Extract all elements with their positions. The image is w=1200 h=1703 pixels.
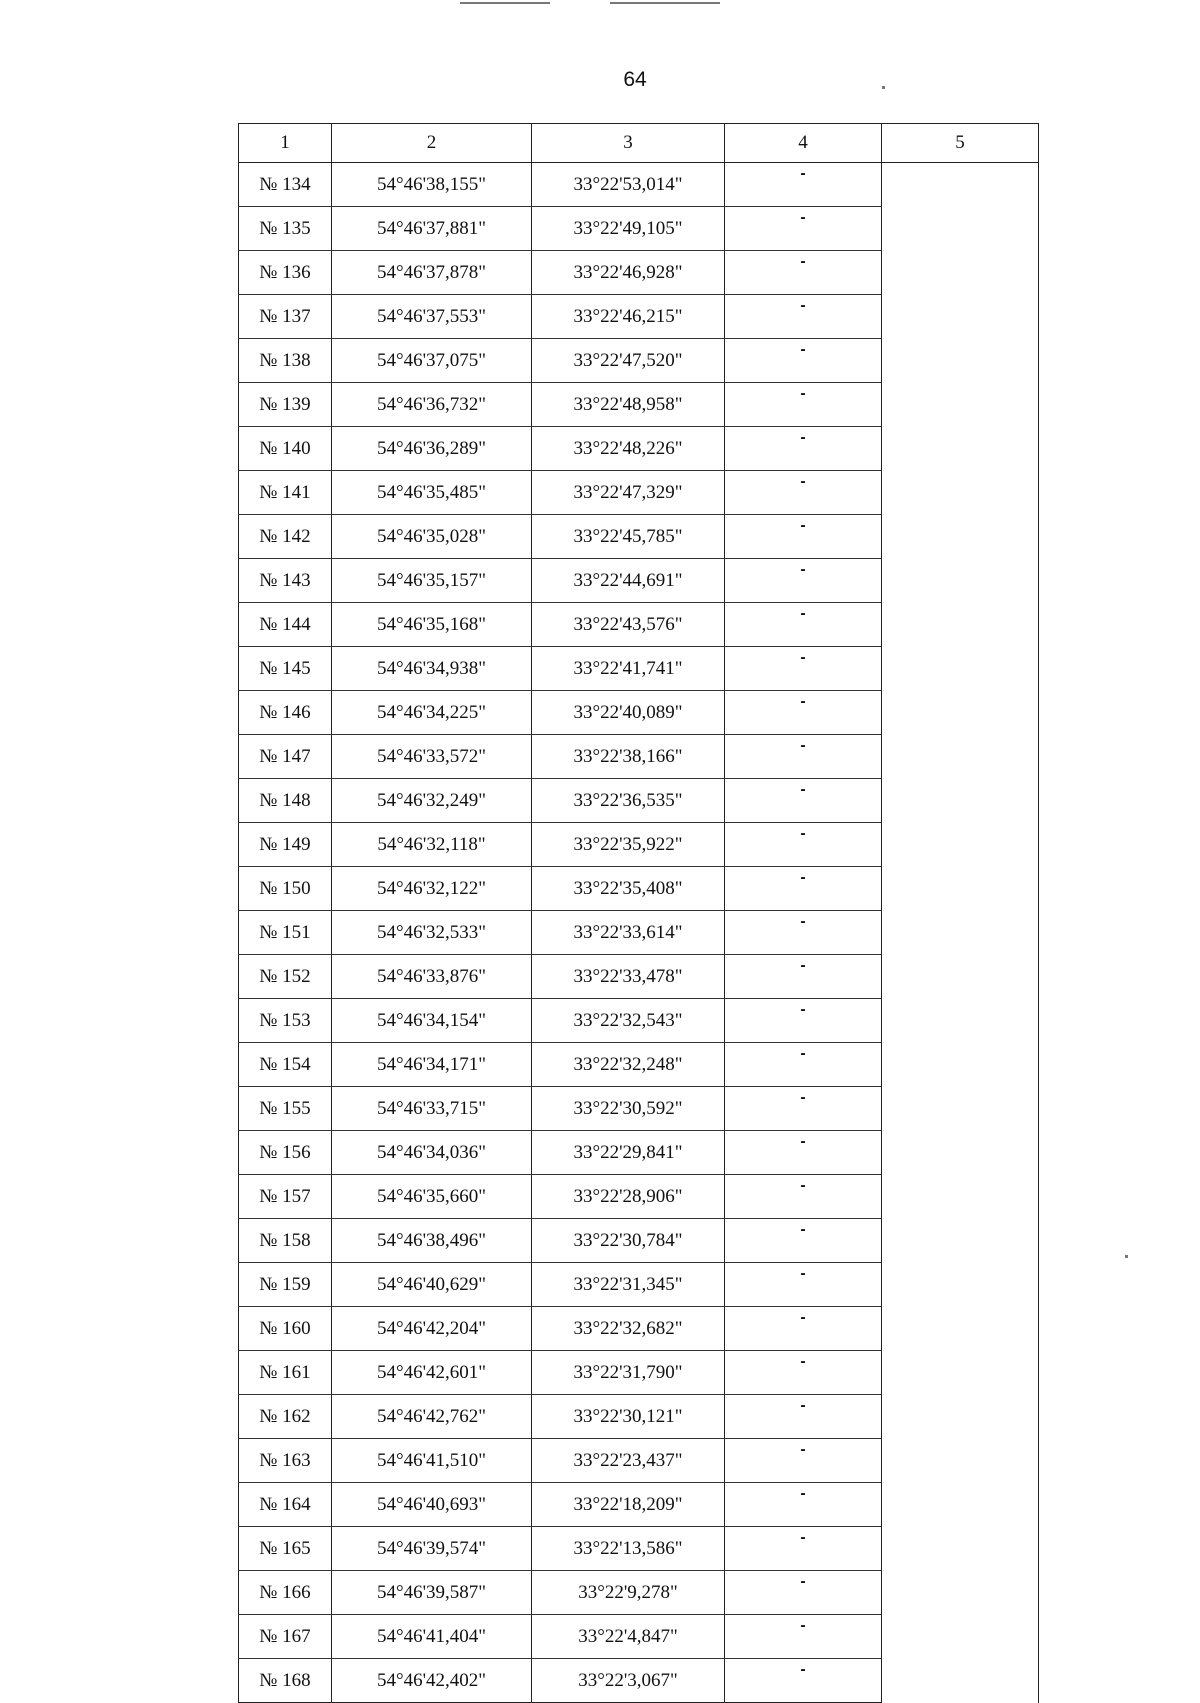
longitude-cell: 33°22'32,682"	[532, 1307, 725, 1351]
latitude-cell: 54°46'41,510"	[332, 1439, 532, 1483]
longitude-cell: 33°22'32,248"	[532, 1043, 725, 1087]
latitude-cell: 54°46'34,154"	[332, 999, 532, 1043]
longitude-cell: 33°22'38,166"	[532, 735, 725, 779]
longitude-cell: 33°22'13,586"	[532, 1527, 725, 1571]
column-4-cell: -	[725, 1131, 882, 1175]
latitude-cell: 54°46'39,587"	[332, 1571, 532, 1615]
longitude-cell: 33°22'30,784"	[532, 1219, 725, 1263]
column-5-cell	[882, 163, 1039, 1703]
longitude-cell: 33°22'47,329"	[532, 471, 725, 515]
longitude-cell: 33°22'3,067"	[532, 1659, 725, 1703]
latitude-cell: 54°46'32,533"	[332, 911, 532, 955]
latitude-cell: 54°46'34,225"	[332, 691, 532, 735]
longitude-cell: 33°22'41,741"	[532, 647, 725, 691]
point-number-cell: № 139	[239, 383, 332, 427]
column-4-cell: -	[725, 1219, 882, 1263]
column-4-cell: -	[725, 383, 882, 427]
point-number-cell: № 163	[239, 1439, 332, 1483]
column-4-cell: -	[725, 647, 882, 691]
scan-artifact-top	[460, 2, 550, 4]
column-4-cell: -	[725, 999, 882, 1043]
longitude-cell: 33°22'35,408"	[532, 867, 725, 911]
latitude-cell: 54°46'35,485"	[332, 471, 532, 515]
column-4-cell: -	[725, 867, 882, 911]
column-4-cell: -	[725, 427, 882, 471]
point-number-cell: № 141	[239, 471, 332, 515]
longitude-cell: 33°22'35,922"	[532, 823, 725, 867]
column-4-cell: -	[725, 471, 882, 515]
scan-artifact-dot	[1125, 1255, 1128, 1258]
point-number-cell: № 146	[239, 691, 332, 735]
point-number-cell: № 150	[239, 867, 332, 911]
longitude-cell: 33°22'47,520"	[532, 339, 725, 383]
point-number-cell: № 161	[239, 1351, 332, 1395]
point-number-cell: № 147	[239, 735, 332, 779]
column-4-cell: -	[725, 1351, 882, 1395]
latitude-cell: 54°46'33,715"	[332, 1087, 532, 1131]
column-4-cell: -	[725, 515, 882, 559]
latitude-cell: 54°46'35,157"	[332, 559, 532, 603]
scan-artifact-top	[610, 2, 720, 4]
latitude-cell: 54°46'37,881"	[332, 207, 532, 251]
latitude-cell: 54°46'35,660"	[332, 1175, 532, 1219]
coordinates-table	[238, 123, 1039, 1703]
column-4-cell: -	[725, 603, 882, 647]
point-number-cell: № 158	[239, 1219, 332, 1263]
latitude-cell: 54°46'33,876"	[332, 955, 532, 999]
longitude-cell: 33°22'48,226"	[532, 427, 725, 471]
longitude-cell: 33°22'32,543"	[532, 999, 725, 1043]
point-number-cell: № 135	[239, 207, 332, 251]
column-4-cell: -	[725, 1527, 882, 1571]
column-4-cell: -	[725, 1439, 882, 1483]
longitude-cell: 33°22'36,535"	[532, 779, 725, 823]
column-4-cell: -	[725, 1263, 882, 1307]
latitude-cell: 54°46'37,878"	[332, 251, 532, 295]
column-4-cell: -	[725, 735, 882, 779]
longitude-cell: 33°22'48,958"	[532, 383, 725, 427]
point-number-cell: № 151	[239, 911, 332, 955]
latitude-cell: 54°46'36,289"	[332, 427, 532, 471]
column-4-cell: -	[725, 691, 882, 735]
point-number-cell: № 156	[239, 1131, 332, 1175]
point-number-cell: № 165	[239, 1527, 332, 1571]
longitude-cell: 33°22'18,209"	[532, 1483, 725, 1527]
latitude-cell: 54°46'40,629"	[332, 1263, 532, 1307]
longitude-cell: 33°22'45,785"	[532, 515, 725, 559]
column-header-4: 4	[725, 124, 882, 163]
point-number-cell: № 145	[239, 647, 332, 691]
point-number-cell: № 168	[239, 1659, 332, 1703]
latitude-cell: 54°46'42,601"	[332, 1351, 532, 1395]
point-number-cell: № 149	[239, 823, 332, 867]
table-body	[239, 163, 1039, 1703]
longitude-cell: 33°22'9,278"	[532, 1571, 725, 1615]
point-number-cell: № 140	[239, 427, 332, 471]
point-number-cell: № 167	[239, 1615, 332, 1659]
point-number-cell: № 134	[239, 163, 332, 207]
longitude-cell: 33°22'33,614"	[532, 911, 725, 955]
latitude-cell: 54°46'35,168"	[332, 603, 532, 647]
longitude-cell: 33°22'31,790"	[532, 1351, 725, 1395]
point-number-cell: № 144	[239, 603, 332, 647]
longitude-cell: 33°22'49,105"	[532, 207, 725, 251]
longitude-cell: 33°22'29,841"	[532, 1131, 725, 1175]
latitude-cell: 54°46'35,028"	[332, 515, 532, 559]
column-4-cell: -	[725, 911, 882, 955]
column-header-3: 3	[532, 124, 725, 163]
point-number-cell: № 159	[239, 1263, 332, 1307]
latitude-cell: 54°46'42,204"	[332, 1307, 532, 1351]
point-number-cell: № 137	[239, 295, 332, 339]
longitude-cell: 33°22'43,576"	[532, 603, 725, 647]
column-header-5: 5	[882, 124, 1039, 163]
longitude-cell: 33°22'44,691"	[532, 559, 725, 603]
column-4-cell: -	[725, 1615, 882, 1659]
latitude-cell: 54°46'34,036"	[332, 1131, 532, 1175]
longitude-cell: 33°22'33,478"	[532, 955, 725, 999]
column-4-cell: -	[725, 1659, 882, 1703]
point-number-cell: № 154	[239, 1043, 332, 1087]
latitude-cell: 54°46'39,574"	[332, 1527, 532, 1571]
longitude-cell: 33°22'31,345"	[532, 1263, 725, 1307]
point-number-cell: № 160	[239, 1307, 332, 1351]
latitude-cell: 54°46'36,732"	[332, 383, 532, 427]
point-number-cell: № 148	[239, 779, 332, 823]
point-number-cell: № 152	[239, 955, 332, 999]
column-4-cell: -	[725, 559, 882, 603]
point-number-cell: № 162	[239, 1395, 332, 1439]
latitude-cell: 54°46'37,075"	[332, 339, 532, 383]
point-number-cell: № 142	[239, 515, 332, 559]
column-4-cell: -	[725, 295, 882, 339]
latitude-cell: 54°46'32,118"	[332, 823, 532, 867]
column-4-cell: -	[725, 1043, 882, 1087]
latitude-cell: 54°46'32,249"	[332, 779, 532, 823]
column-4-cell: -	[725, 1087, 882, 1131]
column-4-cell: -	[725, 163, 882, 207]
column-header-1: 1	[239, 124, 332, 163]
latitude-cell: 54°46'33,572"	[332, 735, 532, 779]
latitude-cell: 54°46'38,155"	[332, 163, 532, 207]
column-4-cell: -	[725, 207, 882, 251]
longitude-cell: 33°22'30,121"	[532, 1395, 725, 1439]
point-number-cell: № 157	[239, 1175, 332, 1219]
point-number-cell: № 164	[239, 1483, 332, 1527]
column-4-cell: -	[725, 251, 882, 295]
latitude-cell: 54°46'38,496"	[332, 1219, 532, 1263]
longitude-cell: 33°22'4,847"	[532, 1615, 725, 1659]
table-row	[239, 163, 1039, 207]
latitude-cell: 54°46'41,404"	[332, 1615, 532, 1659]
page-number: 64	[623, 68, 647, 91]
point-number-cell: № 143	[239, 559, 332, 603]
point-number-cell: № 166	[239, 1571, 332, 1615]
column-header-2: 2	[332, 124, 532, 163]
longitude-cell: 33°22'23,437"	[532, 1439, 725, 1483]
latitude-cell: 54°46'34,171"	[332, 1043, 532, 1087]
latitude-cell: 54°46'37,553"	[332, 295, 532, 339]
latitude-cell: 54°46'42,402"	[332, 1659, 532, 1703]
longitude-cell: 33°22'53,014"	[532, 163, 725, 207]
column-4-cell: -	[725, 1483, 882, 1527]
column-4-cell: -	[725, 339, 882, 383]
latitude-cell: 54°46'32,122"	[332, 867, 532, 911]
column-4-cell: -	[725, 1307, 882, 1351]
latitude-cell: 54°46'34,938"	[332, 647, 532, 691]
column-4-cell: -	[725, 1175, 882, 1219]
longitude-cell: 33°22'40,089"	[532, 691, 725, 735]
column-4-cell: -	[725, 779, 882, 823]
longitude-cell: 33°22'46,928"	[532, 251, 725, 295]
latitude-cell: 54°46'40,693"	[332, 1483, 532, 1527]
point-number-cell: № 155	[239, 1087, 332, 1131]
column-4-cell: -	[725, 1395, 882, 1439]
column-4-cell: -	[725, 1571, 882, 1615]
point-number-cell: № 136	[239, 251, 332, 295]
point-number-cell: № 138	[239, 339, 332, 383]
point-number-cell: № 153	[239, 999, 332, 1043]
longitude-cell: 33°22'46,215"	[532, 295, 725, 339]
longitude-cell: 33°22'28,906"	[532, 1175, 725, 1219]
table-header-row	[239, 124, 1039, 163]
longitude-cell: 33°22'30,592"	[532, 1087, 725, 1131]
column-4-cell: -	[725, 955, 882, 999]
latitude-cell: 54°46'42,762"	[332, 1395, 532, 1439]
column-4-cell: -	[725, 823, 882, 867]
